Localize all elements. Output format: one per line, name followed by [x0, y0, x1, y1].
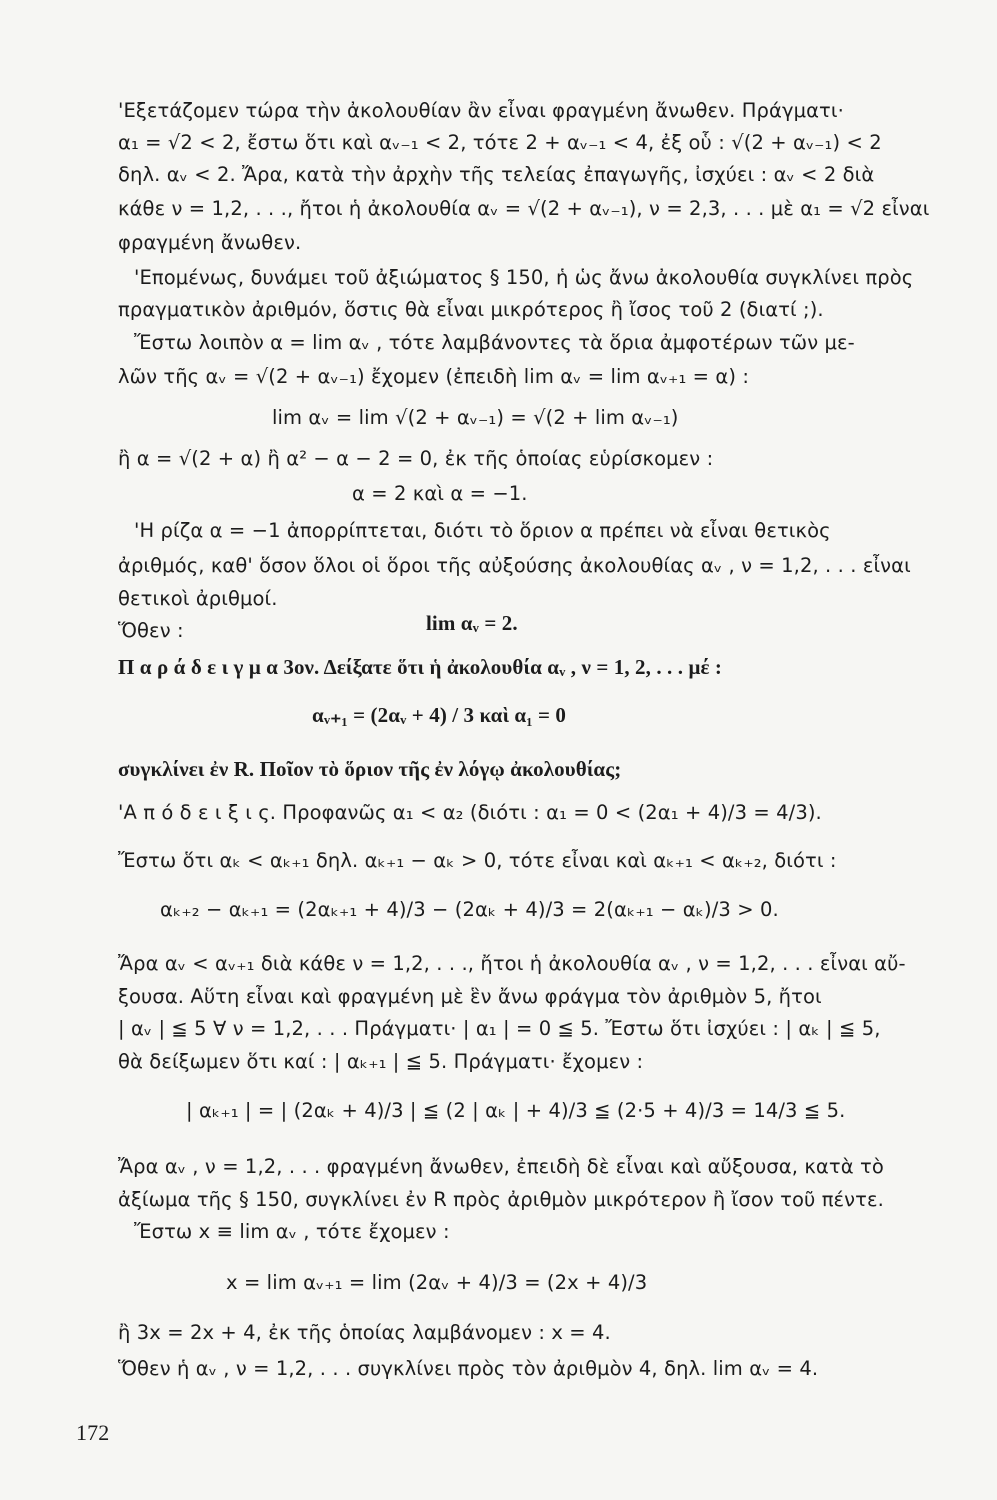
- text-line: Ἔστω λοιπὸν α = lim αᵥ , τότε λαμβάνοντες τὰ ὅρια ἀμφοτέρων τῶν με-: [134, 331, 855, 354]
- equation-line: lim αᵥ = lim √(2 + αᵥ₋₁) = √(2 + lim αᵥ₋₁): [272, 406, 679, 429]
- text-line: ἀριθμός, καθ' ὅσον ὅλοι οἱ ὅροι τῆς αὐξούσης ἀκολουθίας αᵥ , ν = 1,2, . . . εἶναι: [118, 554, 911, 577]
- example-heading: Π α ρ ά δ ε ι γ μ α 3ον. Δείξατε ὅτι ἡ ἀκολουθία αᵥ , ν = 1, 2, . . . μέ :: [118, 655, 722, 679]
- text-line: κάθε ν = 1,2, . . ., ἤτοι ἡ ἀκολουθία αᵥ = √(2 + αᵥ₋₁), ν = 2,3, . . . μὲ α₁ = √2 εἶναι: [118, 197, 930, 220]
- equation-line: ἢ α = √(2 + α) ἢ α² − α − 2 = 0, ἐκ τῆς ὁποίας εὑρίσκομεν :: [118, 447, 714, 470]
- text-line: φραγμένη ἄνωθεν.: [118, 231, 302, 254]
- text-line: 'Επομένως, δυνάμει τοῦ ἀξιώματος § 150, ἡ ὡς ἄνω ἀκολουθία συγκλίνει πρὸς: [134, 266, 914, 289]
- equation-line: x = lim αᵥ₊₁ = lim (2αᵥ + 4)/3 = (2x + 4)/3: [226, 1271, 648, 1294]
- text-line: λῶν τῆς αᵥ = √(2 + αᵥ₋₁) ἔχομεν (ἐπειδὴ lim αᵥ = lim αᵥ₊₁ = α) :: [118, 365, 750, 388]
- text-line: Ὅθεν ἡ αᵥ , ν = 1,2, . . . συγκλίνει πρὸς τὸν ἀριθμὸν 4, δηλ. lim αᵥ = 4.: [118, 1357, 819, 1380]
- equation-line: | αₖ₊₁ | = | (2αₖ + 4)/3 | ≦ (2 | αₖ | + 4)/3 ≦ (2·5 + 4)/3 = 14/3 ≦ 5.: [186, 1099, 846, 1122]
- text-line: α₁ = √2 < 2, ἔστω ὅτι καὶ αᵥ₋₁ < 2, τότε 2 + αᵥ₋₁ < 4, ἐξ οὗ : √(2 + αᵥ₋₁) < 2: [118, 131, 882, 154]
- equation-line: ἢ 3x = 2x + 4, ἐκ τῆς ὁποίας λαμβάνομεν : x = 4.: [118, 1321, 611, 1344]
- text-line: δηλ. αᵥ < 2. Ἄρα, κατὰ τὴν ἀρχὴν τῆς τελείας ἐπαγωγῆς, ἰσχύει : αᵥ < 2 διὰ: [118, 163, 875, 186]
- text-line: συγκλίνει ἐν R. Ποῖον τὸ ὅριον τῆς ἐν λόγῳ ἀκολουθίας;: [118, 757, 622, 781]
- equation-line: lim αᵥ = 2.: [426, 611, 518, 635]
- equation-line: αᵥ₊₁ = (2αᵥ + 4) / 3 καὶ α₁ = 0: [312, 703, 567, 727]
- page-number: 172: [76, 1420, 110, 1445]
- text-line: 'Εξετάζομεν τώρα τὴν ἀκολουθίαν ἂν εἶναι φραγμένη ἄνωθεν. Πράγματι·: [118, 99, 844, 122]
- text-line: Ἄρα αᵥ , ν = 1,2, . . . φραγμένη ἄνωθεν, ἐπειδὴ δὲ εἶναι καὶ αὔξουσα, κατὰ τὸ: [118, 1155, 884, 1178]
- text-line: Ἔστω ὅτι αₖ < αₖ₊₁ δηλ. αₖ₊₁ − αₖ > 0, τότε εἶναι καὶ αₖ₊₁ < αₖ₊₂, διότι :: [118, 849, 837, 872]
- equation-line: αₖ₊₂ − αₖ₊₁ = (2αₖ₊₁ + 4)/3 − (2αₖ + 4)/3 = 2(αₖ₊₁ − αₖ)/3 > 0.: [160, 898, 779, 921]
- equation-line: α = 2 καὶ α = −1.: [352, 482, 528, 505]
- text-line: ἀξίωμα τῆς § 150, συγκλίνει ἐν R πρὸς ἀριθμὸν μικρότερον ἢ ἴσον τοῦ πέντε.: [118, 1188, 884, 1211]
- text-line: θὰ δείξωμεν ὅτι καί : | αₖ₊₁ | ≦ 5. Πράγματι· ἔχομεν :: [118, 1050, 644, 1073]
- text-line: ξουσα. Αὕτη εἶναι καὶ φραγμένη μὲ ἓν ἄνω φράγμα τὸν ἀριθμὸν 5, ἤτοι: [118, 985, 822, 1008]
- text-line: Ἄρα αᵥ < αᵥ₊₁ διὰ κάθε ν = 1,2, . . ., ἤτοι ἡ ἀκολουθία αᵥ , ν = 1,2, . . . εἶναι αὔ-: [118, 952, 906, 975]
- proof-heading: 'Α π ό δ ε ι ξ ι ς. Προφανῶς α₁ < α₂ (διότι : α₁ = 0 < (2α₁ + 4)/3 = 4/3).: [118, 801, 822, 824]
- text-line: θετικοὶ ἀριθμοί.: [118, 587, 278, 610]
- text-line: πραγματικὸν ἀριθμόν, ὅστις θὰ εἶναι μικρότερος ἢ ἴσος τοῦ 2 (διατί ;).: [118, 298, 824, 321]
- text-line: Ἔστω x ≡ lim αᵥ , τότε ἔχομεν :: [134, 1220, 450, 1243]
- text-line: Ὅθεν :: [118, 619, 184, 642]
- text-line: | αᵥ | ≦ 5 ∀ ν = 1,2, . . . Πράγματι· | α₁ | = 0 ≦ 5. Ἔστω ὅτι ἰσχύει : | αₖ | ≦ 5,: [118, 1017, 881, 1040]
- text-line: 'Η ρίζα α = −1 ἀπορρίπτεται, διότι τὸ ὅριον α πρέπει νὰ εἶναι θετικὸς: [134, 519, 831, 542]
